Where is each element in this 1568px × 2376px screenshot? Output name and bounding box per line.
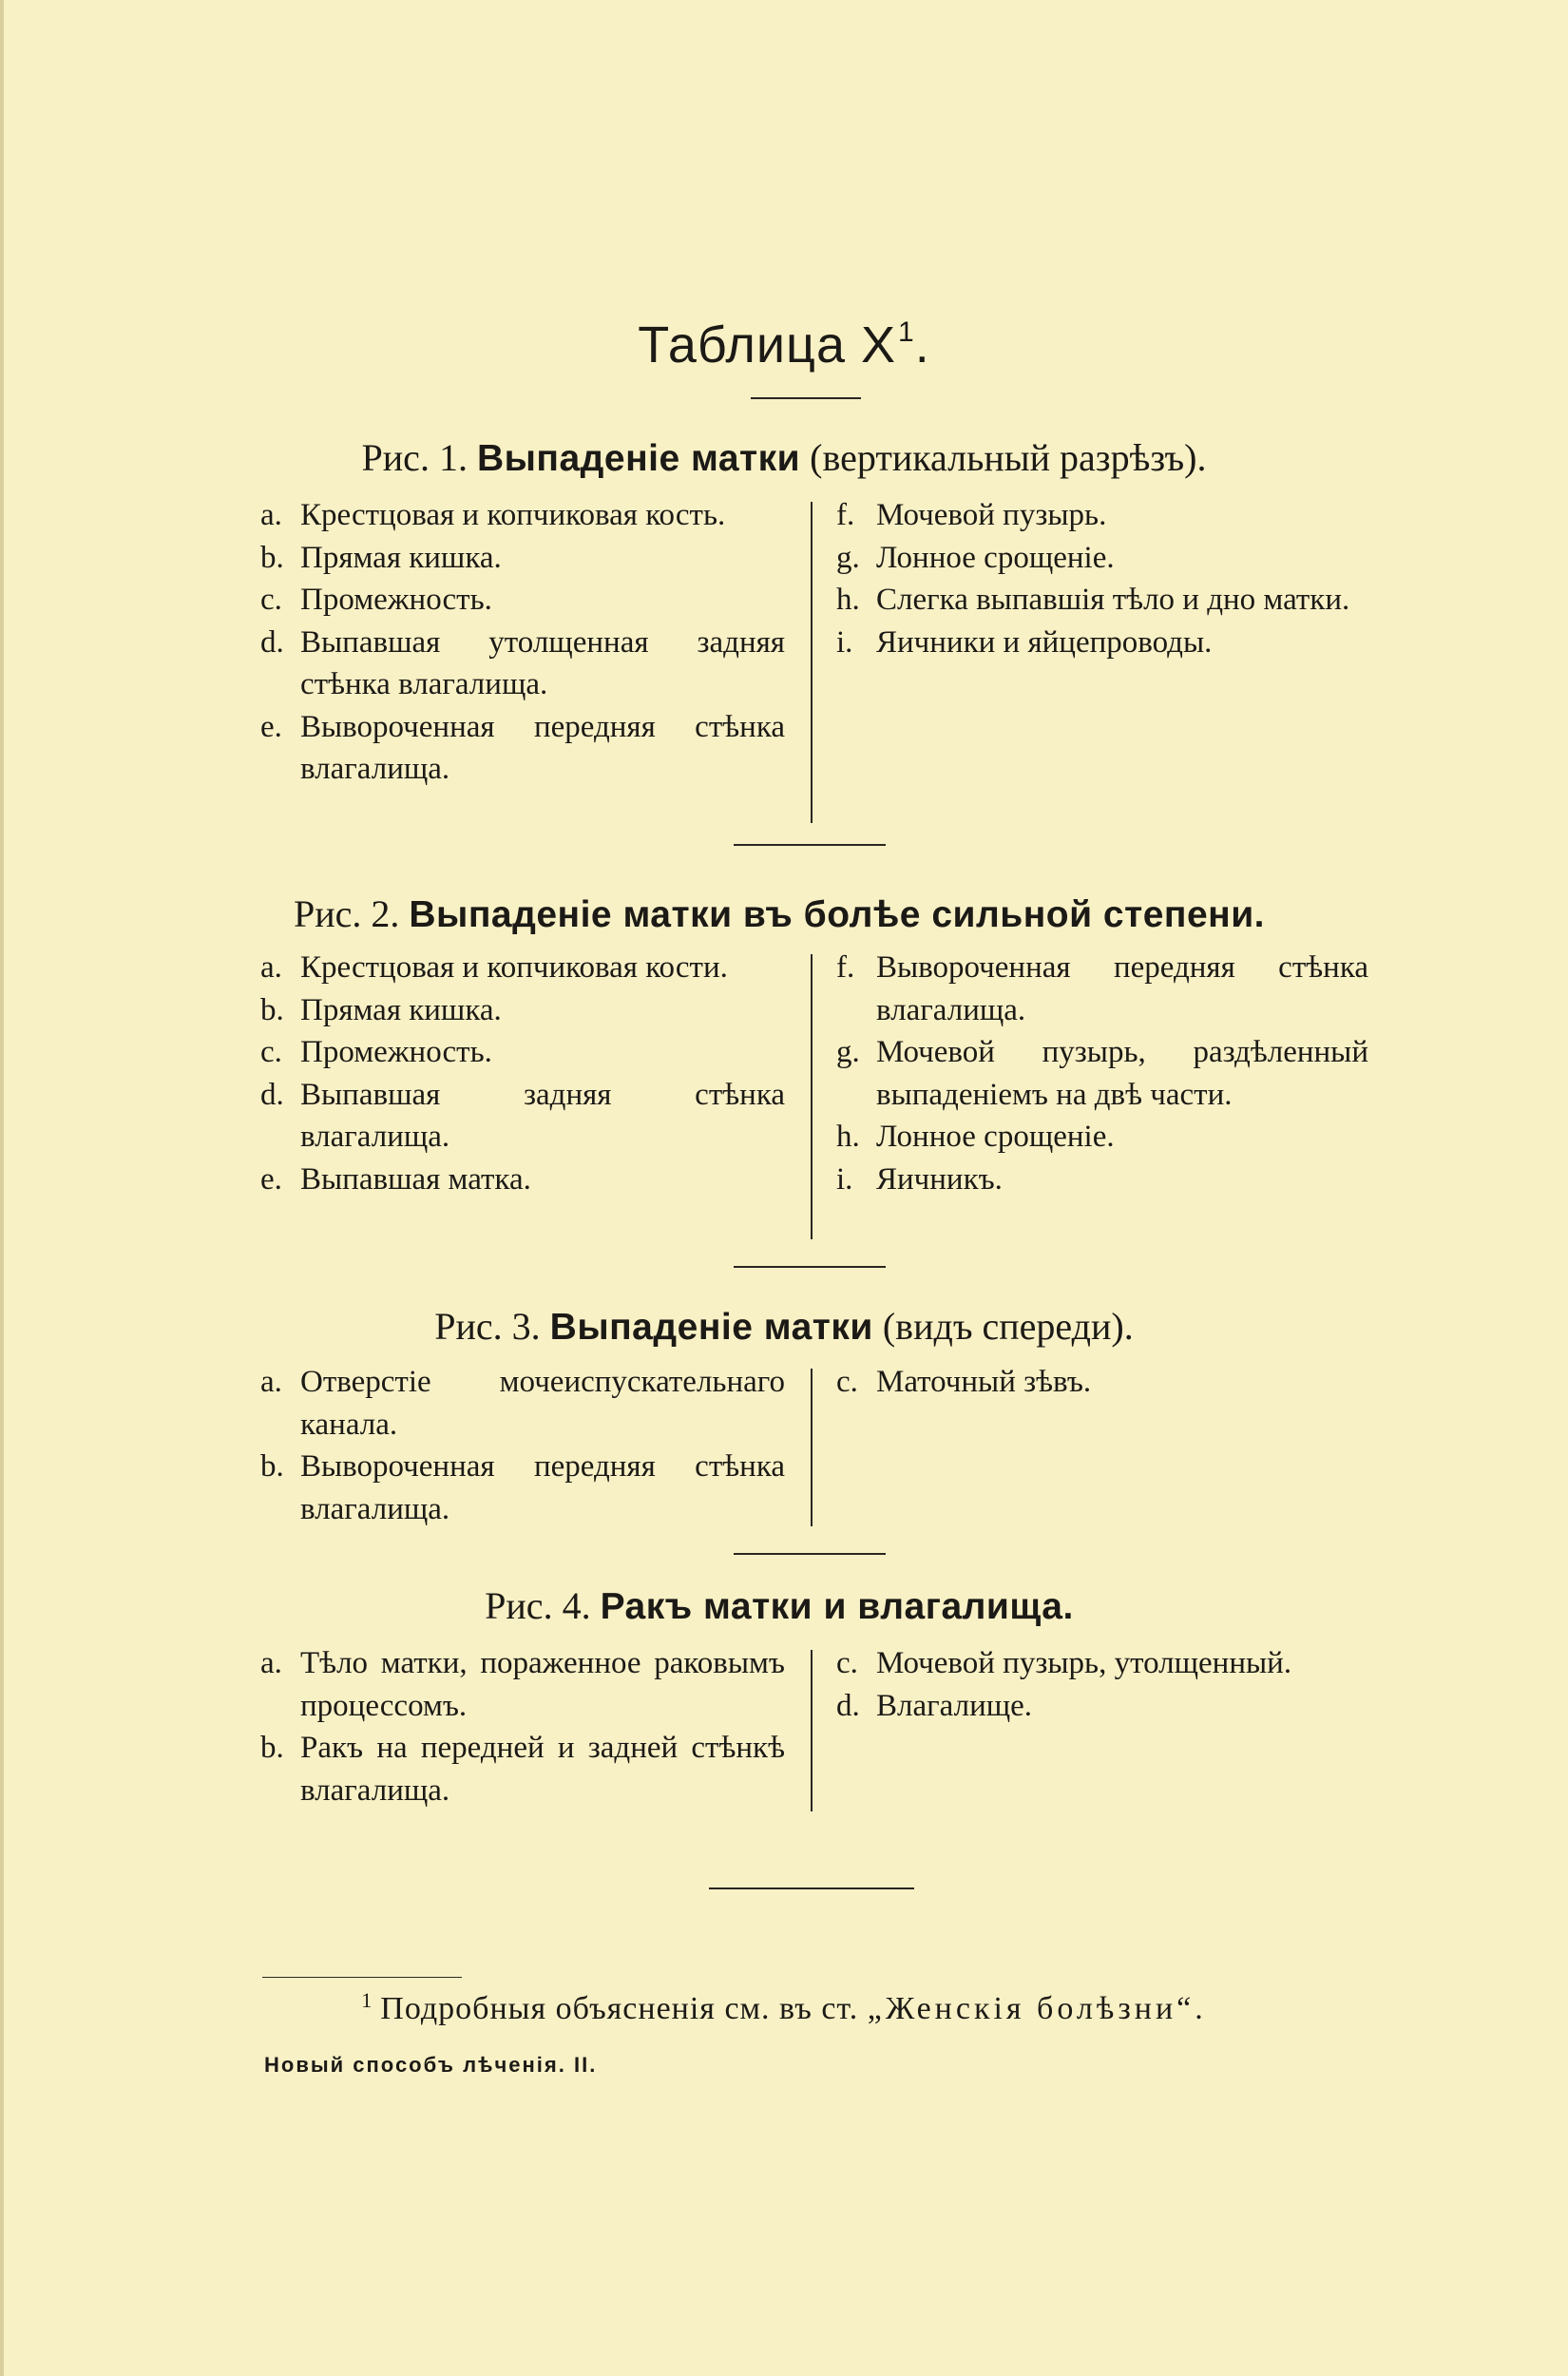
figure-label: Рис. 4. [485, 1584, 591, 1627]
column-divider [811, 954, 813, 1239]
figure-title: Выпаденіе матки [549, 1307, 873, 1348]
legend-item: a. Крестцовая и копчиковая кость. [260, 498, 726, 532]
figure-1-heading [0, 435, 1568, 480]
legend-item: e. Вывороченная передняя стѣнка влагалища. [260, 709, 785, 786]
legend-item: c. Маточный зѣвъ. [836, 1365, 1092, 1399]
figure-3-right-column [836, 1361, 1368, 1404]
figure-title: Ракъ матки и влагалища. [600, 1586, 1074, 1627]
figure-4-right-column [836, 1642, 1368, 1727]
column-divider [811, 502, 813, 823]
legend-item: b. Ракъ на передней и задней стѣнкѣ влагалища. [260, 1731, 785, 1808]
figure-label: Рис. 3. [434, 1305, 541, 1348]
title-rule [751, 397, 861, 399]
end-rule [709, 1887, 914, 1889]
signature-line: Новый способъ лѣченія. II. [264, 2053, 598, 2077]
legend-item: b. Прямая кишка. [260, 540, 502, 575]
footnote [0, 1988, 1568, 2027]
legend-item: c. Промежность. [260, 583, 492, 617]
figure-1-right-column [836, 494, 1368, 663]
figure-3-left-column [260, 1361, 785, 1530]
figure-4-left-column [260, 1642, 785, 1811]
footnote-rule [262, 1977, 462, 1978]
legend-item: d. Выпавшая утолщенная задняя стѣнка влагалища. [260, 624, 785, 701]
footnote-marker: 1 [898, 316, 915, 348]
title-dot: . [914, 316, 930, 374]
figure-title: Выпаденіе матки въ болѣе сильной степени. [409, 894, 1266, 935]
legend-item: g. Мочевой пузырь, раздѣленный выпаденіемъ на двѣ части. [836, 1035, 1368, 1112]
footnote-article-title: „Женскія болѣзни“. [867, 1991, 1207, 2026]
legend-item: e. Выпавшая матка. [260, 1161, 531, 1197]
legend-item: f. Мочевой пузырь. [836, 498, 1107, 532]
figure-subtitle: (видъ спереди). [882, 1305, 1134, 1348]
figure-1-left-column [260, 494, 785, 791]
legend-item: a. Отверстіе мочеиспускательнаго канала. [260, 1365, 785, 1442]
legend-item: b. Вывороченная передняя стѣнка влагалища. [260, 1449, 785, 1526]
legend-item: h. Лонное срощеніе. [836, 1120, 1115, 1154]
legend-item: h. Слегка выпавшія тѣло и дно матки. [836, 583, 1350, 617]
footnote-marker: 1 [361, 1988, 373, 2012]
figure-3-heading [0, 1304, 1568, 1349]
legend-item: b. Прямая кишка. [260, 992, 502, 1027]
column-divider [811, 1650, 813, 1811]
legend-item: c. Промежность. [260, 1035, 492, 1069]
figure-label: Рис. 2. [293, 892, 400, 935]
section-rule [734, 844, 886, 846]
figure-4-heading [0, 1583, 1568, 1628]
legend-item: i. Яичникъ. [836, 1161, 1003, 1197]
legend-item: d. Влагалище. [836, 1688, 1033, 1723]
figure-subtitle: (вертикальный разрѣзъ). [810, 436, 1207, 479]
column-divider [811, 1369, 813, 1526]
figure-title: Выпаденіе матки [476, 438, 801, 479]
section-rule [734, 1553, 886, 1555]
footnote-text: Подробныя объясненія см. въ ст. [380, 1991, 859, 2026]
legend-item: c. Мочевой пузырь, утолщенный. [836, 1646, 1292, 1680]
figure-2-left-column [260, 947, 785, 1200]
figure-2-heading [0, 891, 1568, 936]
legend-item: a. Крестцовая и копчиковая кости. [260, 950, 728, 985]
figure-label: Рис. 1. [361, 436, 468, 479]
legend-item: g. Лонное срощеніе. [836, 540, 1115, 575]
table-title [0, 316, 1568, 374]
table-title-text: Таблица X [638, 316, 897, 374]
legend-item: f. Вывороченная передняя стѣнка влагалища. [836, 950, 1368, 1027]
legend-item: d. Выпавшая задняя стѣнка влагалища. [260, 1077, 785, 1154]
figure-2-right-column [836, 947, 1368, 1200]
legend-item: i. Яичники и яйцепроводы. [836, 624, 1213, 660]
section-rule [734, 1266, 886, 1268]
legend-item: a. Тѣло матки, пораженное раковымъ процессомъ. [260, 1646, 785, 1723]
